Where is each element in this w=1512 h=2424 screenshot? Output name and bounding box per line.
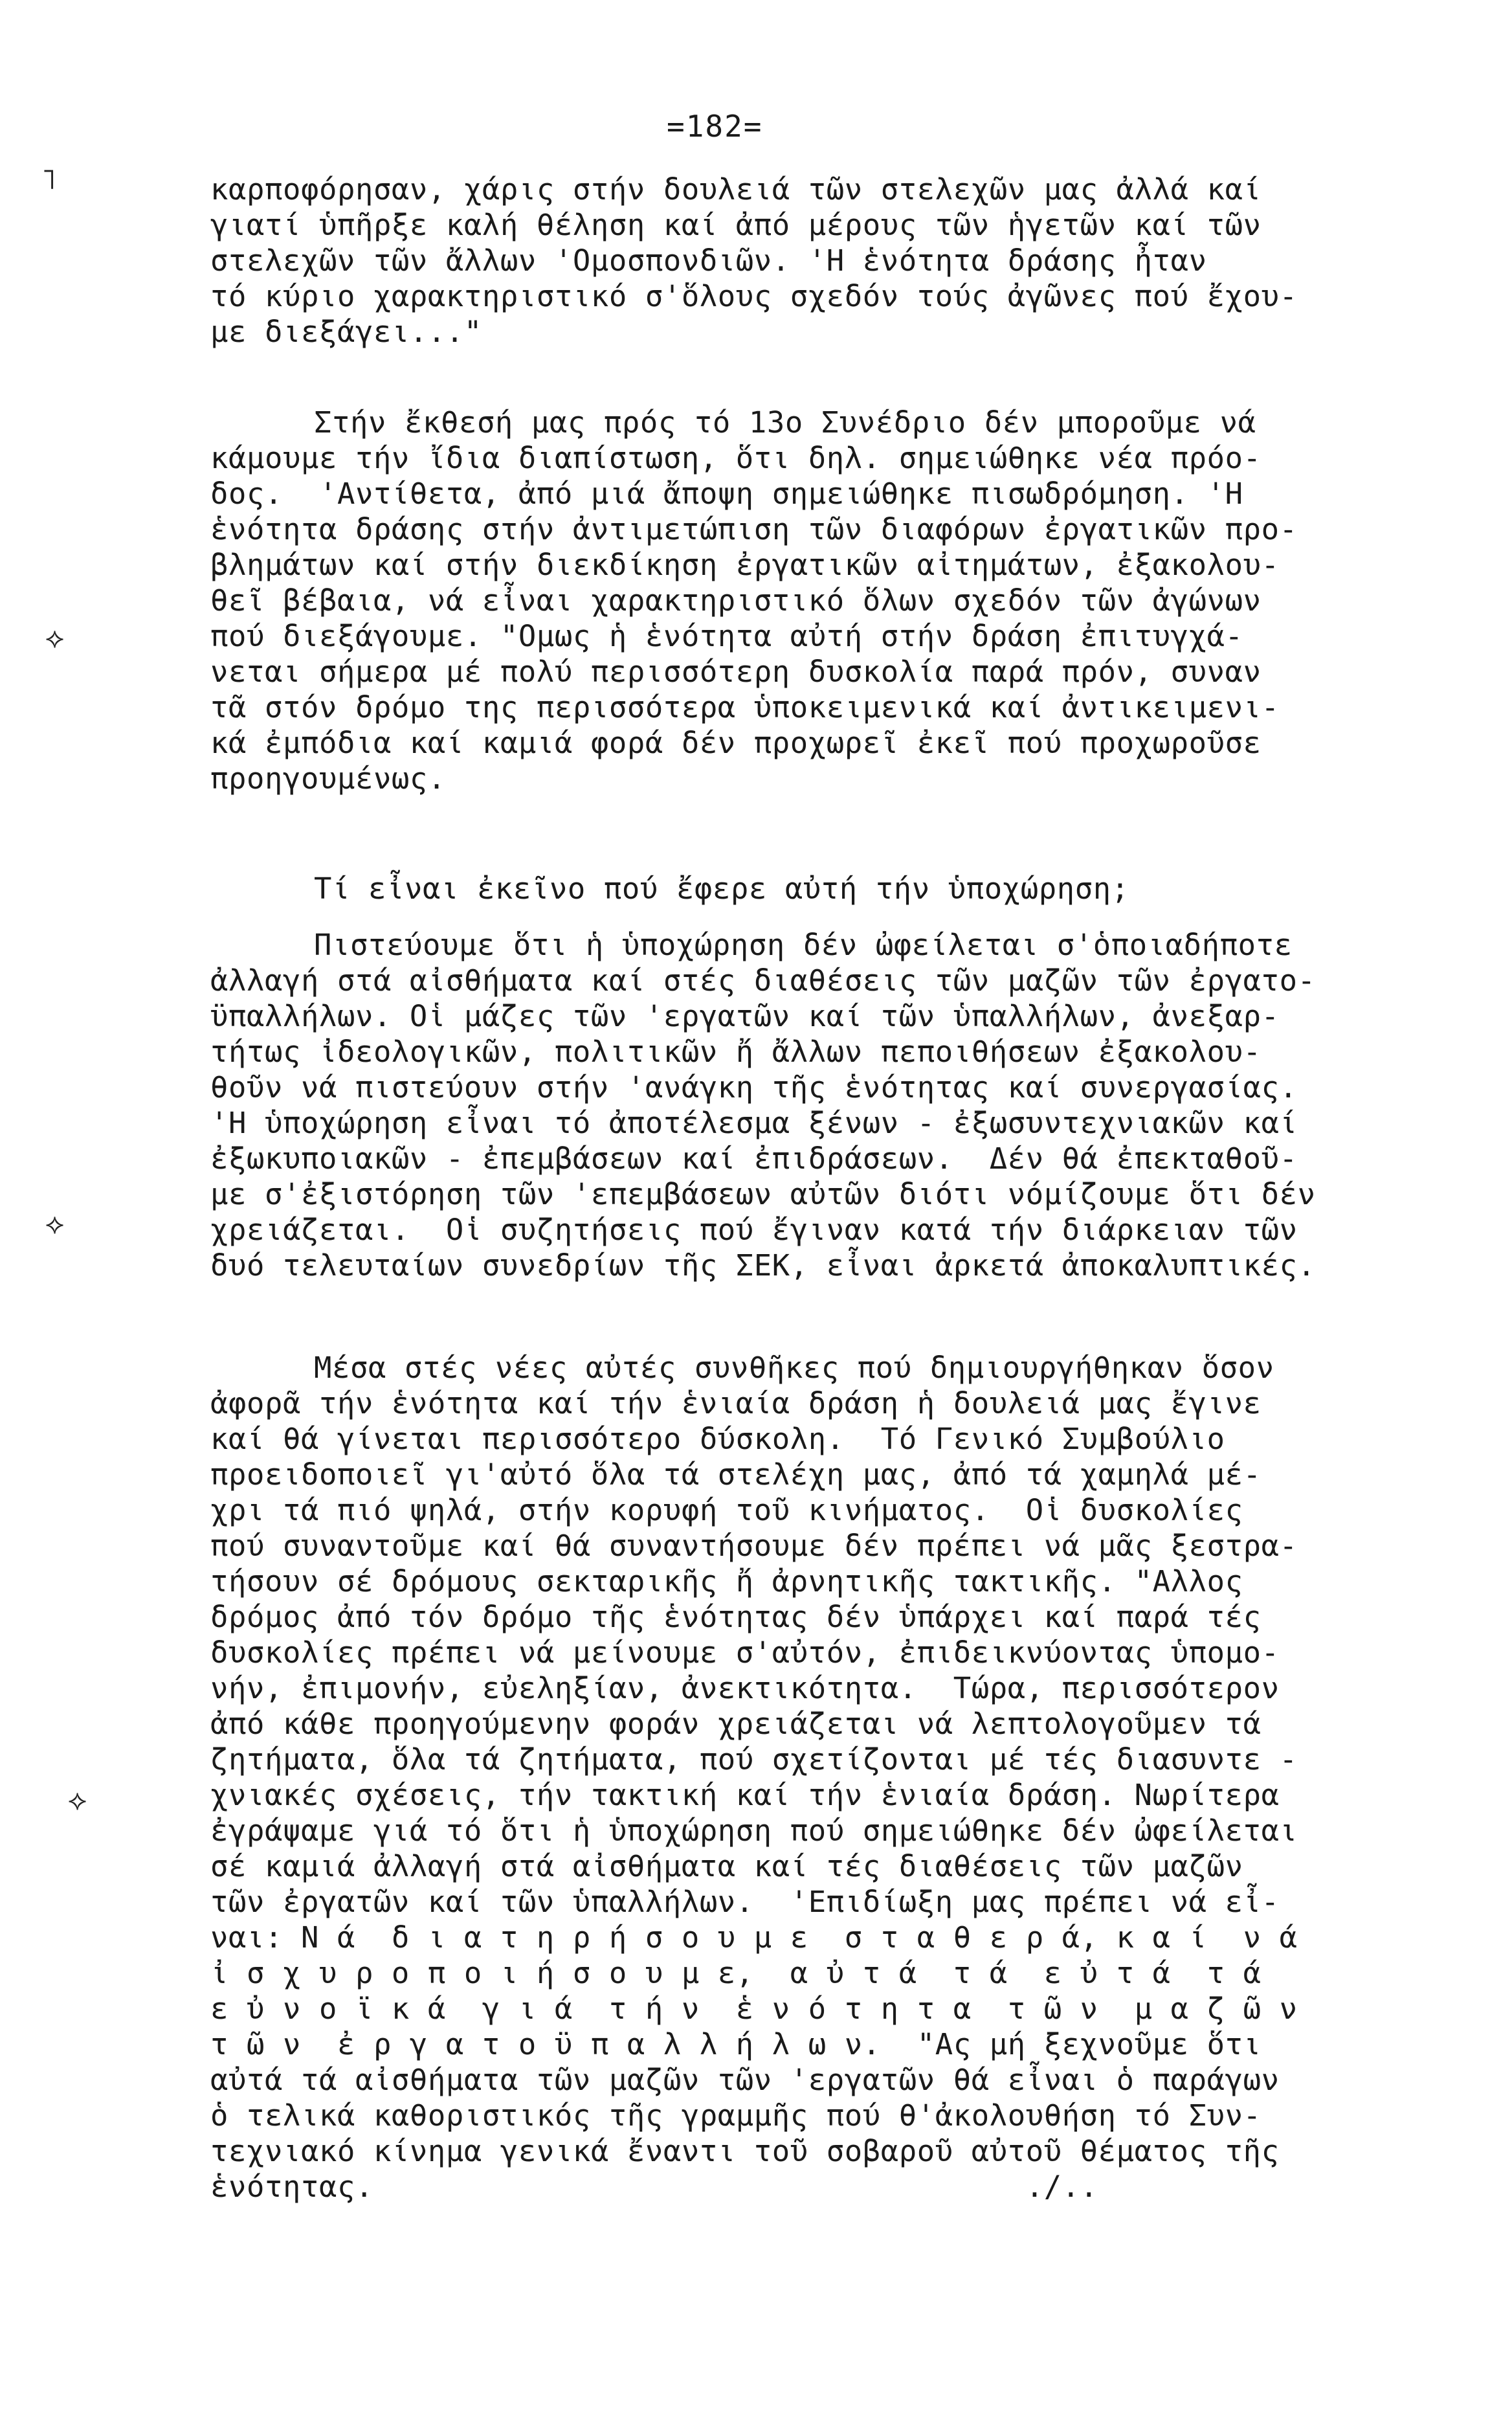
text-line: με διεξάγει..." <box>210 315 482 349</box>
paragraph-retreat-causes <box>210 927 1440 1283</box>
text-line: ἐγράψαμε γιά τό ὅτι ἡ ὑποχώρηση πού σημειώθηκε δέν ὠφείλεται <box>210 1813 1298 1848</box>
text-line: καρποφόρησαν, χάρις στήν δουλειά τῶν στελεχῶν μας ἀλλά καί <box>210 172 1262 207</box>
margin-mark-3: ⟡ <box>45 1207 65 1240</box>
text-line: γιατί ὑπῆρξε καλή θέληση καί ἀπό μέρους τῶν ἡγετῶν καί τῶν <box>210 208 1262 242</box>
page-number: =182= <box>667 109 763 144</box>
text-line: ἑνότητα δράσης στήν ἀντιμετώπιση τῶν διαφόρων ἐργατικῶν προ- <box>210 512 1298 546</box>
text-line: καί θά γίνεται περισσότερο δύσκολη. Τό Γενικό Συμβούλιο <box>210 1422 1225 1456</box>
text-line: τήσουν σέ δρόμους σεκταρικῆς ἤ ἀρνητικῆς τακτικῆς. "Αλλος <box>210 1564 1243 1599</box>
text-line: δυσκολίες πρέπει νά μείνουμε σ'αὐτόν, ἐπιδεικνύοντας ὑπομο- <box>210 1635 1280 1670</box>
text-line: ναι: Ν ά δ ι α τ η ρ ή σ ο υ μ ε σ τ α θ ε ρ ά, κ α ί ν ά <box>210 1920 1298 1955</box>
text-line: χρειάζεται. Οἱ συζητήσεις πού ἔγιναν κατά τήν διάρκειαν τῶν <box>210 1213 1298 1247</box>
text-line: Τί εἶναι ἐκεῖνο πού ἔφερε αὐτή τήν ὑποχώρηση; <box>314 871 1129 906</box>
text-line: ἑνότητας. ./.. <box>210 2170 1098 2204</box>
text-line: ϋπαλλήλων. Οἱ μάζες τῶν 'εργατῶν καί τῶν ὑπαλλήλων, ἀνεξαρ- <box>210 999 1280 1033</box>
margin-mark-2: ⟡ <box>45 622 65 655</box>
paragraph-13th-congress <box>210 405 1440 796</box>
text-line: αὐτά τά αἰσθήματα τῶν μαζῶν τῶν 'εργατῶν θά εἶναι ὁ παράγων <box>210 2063 1280 2097</box>
text-line: 'Η ὑποχώρηση εἶναι τό ἀποτέλεσμα ξένων - ἐξωσυντεχνιακῶν καί <box>210 1106 1298 1140</box>
text-line: ε ὐ ν ο ϊ κ ά γ ι ά τ ή ν ἑ ν ό τ η τ α τ ῶ ν μ α ζ ῶ ν <box>210 1992 1298 2026</box>
text-line: δυό τελευταίων συνεδρίων τῆς ΣΕΚ, εἶναι ἀρκετά ἀποκαλυπτικές. <box>210 1248 1316 1283</box>
text-line: τᾶ στόν δρόμο της περισσότερα ὑποκειμενικά καί ἀντικειμενι- <box>210 690 1280 724</box>
text-line: νεται σήμερα μέ πολύ περισσότερη δυσκολία παρά πρόν, συναν <box>210 655 1262 689</box>
text-line: τῶν ἐργατῶν καί τῶν ὑπαλλήλων. 'Επιδίωξη μας πρέπει νά εἶ- <box>210 1885 1280 1919</box>
text-line: με σ'ἐξιστόρηση τῶν 'επεμβάσεων αὐτῶν διότι νόμίζουμε ὅτι δέν <box>210 1177 1316 1211</box>
text-line: δος. 'Αντίθετα, ἀπό μιά ἄποψη σημειώθηκε πισωδρόμηση. 'Η <box>210 477 1243 511</box>
paragraph-new-conditions <box>210 1350 1440 2205</box>
text-line: προηγουμένως. <box>210 761 446 796</box>
text-line: πού διεξάγουμε. "Ομως ἡ ἑνότητα αὐτή στήν δράση ἐπιτυγχά- <box>210 619 1243 653</box>
paragraph-question <box>210 871 1440 906</box>
text-line: στελεχῶν τῶν ἄλλων 'Ομοσπονδιῶν. 'Η ἑνότητα δράσης ἦταν <box>210 243 1207 278</box>
text-line: προειδοποιεῖ γι'αὐτό ὅλα τά στελέχη μας, ἀπό τά χαμηλά μέ- <box>210 1457 1262 1492</box>
text-line: νήν, ἐπιμονήν, εὐεληξίαν, ἀνεκτικότητα. Τώρα, περισσότερον <box>210 1671 1280 1705</box>
text-line: τό κύριο χαρακτηριστικό σ'ὅλους σχεδόν τούς ἀγῶνες πού ἔχου- <box>210 279 1298 313</box>
text-line: ὁ τελικά καθοριστικός τῆς γραμμῆς πού θ'ἀκολουθήση τό Συν- <box>210 2098 1262 2133</box>
text-line: κά ἐμπόδια καί καμιά φορά δέν προχωρεῖ ἐκεῖ πού προχωροῦσε <box>210 726 1262 760</box>
text-line: θεῖ βέβαια, νά εἶναι χαρακτηριστικό ὅλων σχεδόν τῶν ἀγώνων <box>210 583 1262 618</box>
text-line: τ ῶ ν ἐ ρ γ α τ ο ϋ π α λ λ ή λ ω ν. "Ας μή ξεχνοῦμε ὅτι <box>210 2027 1262 2061</box>
text-line: σέ καμιά ἀλλαγή στά αἰσθήματα καί τές διαθέσεις τῶν μαζῶν <box>210 1849 1243 1883</box>
text-line: δρόμος ἀπό τόν δρόμο τῆς ἑνότητας δέν ὑπάρχει καί παρά τές <box>210 1600 1262 1634</box>
text-line: τήτως ἰδεολογικῶν, πολιτικῶν ἤ ἄλλων πεποιθήσεων ἐξακολου- <box>210 1035 1262 1069</box>
margin-mark-top: ˥ <box>40 163 58 196</box>
text-line: Πιστεύουμε ὅτι ἡ ὑποχώρηση δέν ὠφείλεται σ'ὁποιαδήποτε <box>314 928 1293 962</box>
text-line: ἀφορᾶ τήν ἑνότητα καί τήν ἑνιαία δράση ἡ δουλειά μας ἔγινε <box>210 1386 1262 1420</box>
text-line: πού συναντοῦμε καί θά συναντήσουμε δέν πρέπει νά μᾶς ξεστρα- <box>210 1529 1298 1563</box>
text-line: ἀπό κάθε προηγούμενην φοράν χρειάζεται νά λεπτολογοῦμεν τά <box>210 1707 1262 1741</box>
text-line: ἐξωκυποιακῶν - ἐπεμβάσεων καί ἐπιδράσεων. Δέν θά ἐπεκταθοῦ- <box>210 1141 1298 1176</box>
text-line: ἀλλαγή στά αἰσθήματα καί στές διαθέσεις τῶν μαζῶν τῶν ἐργατο- <box>210 963 1316 998</box>
text-line: τεχνιακό κίνημα γενικά ἔναντι τοῦ σοβαροῦ αὐτοῦ θέματος τῆς <box>210 2134 1280 2168</box>
text-line: χρι τά πιό ψηλά, στήν κορυφή τοῦ κινήματος. Οἱ δυσκολίες <box>210 1493 1243 1527</box>
text-line: βλημάτων καί στήν διεκδίκηση ἐργατικῶν αἰτημάτων, ἐξακολου- <box>210 548 1280 582</box>
text-line: χνιακές σχέσεις, τήν τακτική καί τήν ἑνιαία δράση. Νωρίτερα <box>210 1778 1280 1812</box>
margin-mark-4: ⟡ <box>68 1784 87 1817</box>
text-line: Μέσα στές νέες αὐτές συνθῆκες πού δημιουργήθηκαν ὅσον <box>314 1351 1274 1385</box>
text-line: θοῦν νά πιστεύουν στήν 'ανάγκη τῆς ἑνότητας καί συνεργασίας. <box>210 1070 1298 1105</box>
text-line: ζητήματα, ὅλα τά ζητήματα, πού σχετίζονται μέ τές διασυντε - <box>210 1742 1298 1777</box>
text-line: κάμουμε τήν ἴδια διαπίστωση, ὅτι δηλ. σημειώθηκε νέα πρόο- <box>210 441 1262 475</box>
text-line: ἰ σ χ υ ρ ο π ο ι ή σ ο υ μ ε, α ὐ τ ά τ ά ε ὐ τ ά τ ά <box>210 1956 1262 1990</box>
paragraph-quote-end <box>210 172 1440 350</box>
text-line: Στήν ἔκθεσή μας πρός τό 13ο Συνέδριο δέν μποροῦμε νά <box>314 405 1256 440</box>
